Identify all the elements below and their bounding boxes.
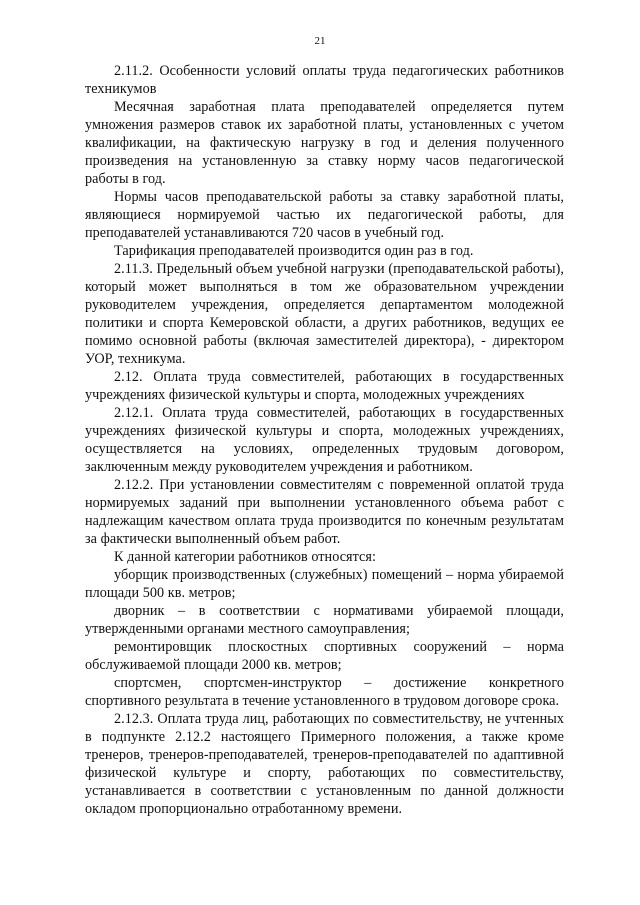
section-2-11-3: 2.11.3. Предельный объем учебной нагрузки (преподавательской работы), который может выполняться в том же образовательном учреждении руководителем учреждения, определяется департаментом молодежной политики и спорта Кемеровской области, а других работников, ведущих ее помимо основной работы (включая заместителей директора), - директором УОР, техникума. — [85, 261, 564, 367]
list-item-janitor: дворник – в соответствии с нормативами убираемой площади, утвержденными органами местного самоуправления; — [85, 603, 564, 637]
section-2-12-3: 2.12.3. Оплата труда лиц, работающих по совместительству, не учтенных в подпункте 2.12.2 настоящего Примерного положения, а также кроме тренеров, тренеров-преподавателей, тренеров-преподавателей по адаптивной физической культуре и спорту, работающих по совместительству, устанавливается в соответствии с установленным по данной должности окладом пропорционально отработанному времени. — [85, 711, 564, 817]
page-number: 21 — [314, 35, 326, 47]
paragraph-monthly-salary: Месячная заработная плата преподавателей определяется путем умножения размеров ставок их заработной платы, установленных с учетом квалификации, на фактическую нагрузку в год и деления полученного произведения на установленную за ставку норму часов педагогической работы в год. — [85, 99, 564, 187]
document-body — [85, 62, 564, 818]
paragraph-teaching-hours-norm: Нормы часов преподавательской работы за ставку заработной платы, являющиеся нормируемой частью их педагогической работы, для преподавателей устанавливаются 720 часов в учебный год. — [85, 189, 564, 241]
paragraph-worker-categories-intro: К данной категории работников относятся: — [114, 549, 376, 565]
section-2-12-1: 2.12.1. Оплата труда совместителей, работающих в государственных учреждениях физической культуры и спорта, молодежных учреждениях, осуществляется на условиях, определенных трудовым договором, заключенным между руководителем учреждения и работником. — [85, 405, 564, 475]
paragraph-tariffication: Тарификация преподавателей производится один раз в год. — [114, 243, 474, 259]
section-2-12-heading: 2.12. Оплата труда совместителей, работающих в государственных учреждениях физической культуры и спорта, молодежных учреждениях — [85, 369, 564, 403]
section-2-11-2-heading: 2.11.2. Особенности условий оплаты труда педагогических работников техникумов — [85, 63, 564, 97]
list-item-cleaner: уборщик производственных (служебных) помещений – норма убираемой площади 500 кв. метров; — [85, 567, 564, 601]
list-item-repairer: ремонтировщик плоскостных спортивных сооружений – норма обслуживаемой площади 2000 кв. метров; — [85, 639, 564, 673]
list-item-athlete: спортсмен, спортсмен-инструктор – достижение конкретного спортивного результата в течение установленного в трудовом договоре срока. — [85, 675, 564, 709]
section-2-12-2: 2.12.2. При установлении совместителям с повременной оплатой труда нормируемых заданий при выполнении установленного объема работ с надлежащим качеством оплата труда производится по конечным результатам за фактически выполненный объем работ. — [85, 477, 564, 547]
